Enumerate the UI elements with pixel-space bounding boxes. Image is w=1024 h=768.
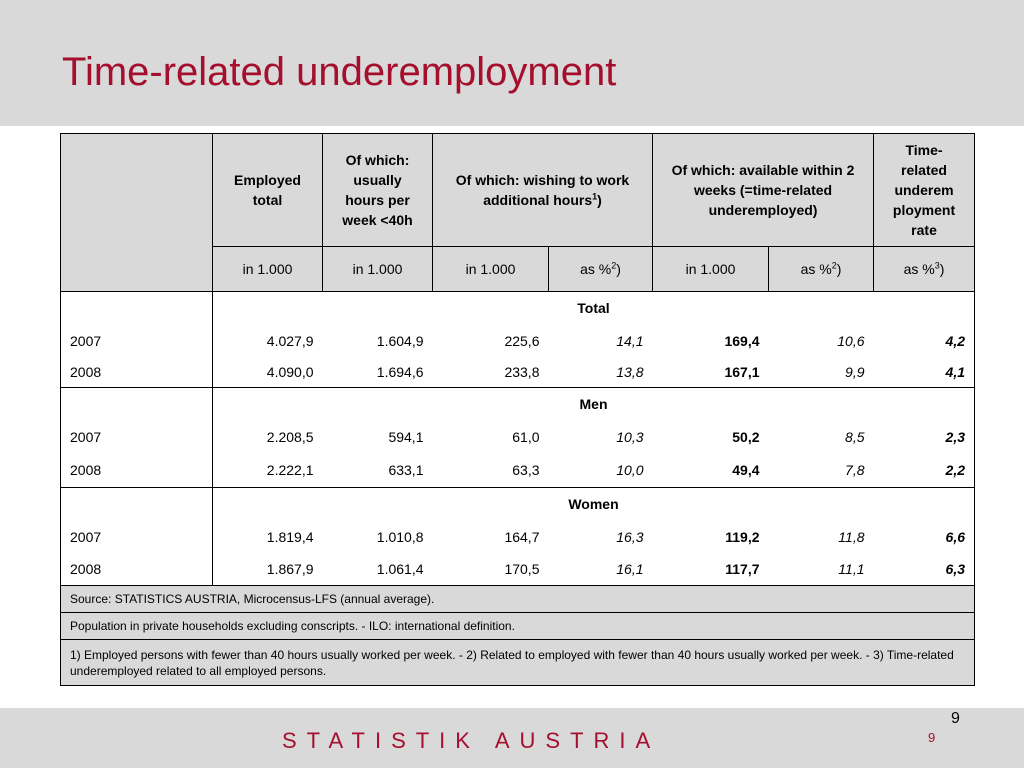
header-rate: Time-related underem ployment rate: [874, 134, 975, 247]
group-label-women: Women: [213, 488, 975, 520]
note-row: [61, 586, 975, 613]
unit-avail-pct: [769, 247, 874, 292]
year-cell: 2008: [61, 358, 213, 388]
header-available: Of which: available within 2 weeks (=time-related underemployed): [653, 134, 874, 247]
table-row: [61, 358, 975, 388]
wish-pct-cell: 10,0: [549, 454, 653, 488]
slide-number: 9: [928, 730, 936, 745]
employed-cell: 2.222,1: [213, 454, 323, 488]
table-row: [61, 520, 975, 554]
usual-hours-cell: 633,1: [323, 454, 433, 488]
usual-hours-cell: 594,1: [388, 428, 424, 445]
wish-count-cell: 225,6: [504, 332, 540, 349]
group-year-spacer: [61, 488, 213, 520]
group-header-row: [61, 388, 975, 420]
wish-count-cell: 170,5: [433, 554, 549, 586]
header-employed-total: Employed total: [213, 134, 323, 247]
usual-hours-cell: 1.694,6: [323, 358, 433, 388]
avail-pct-cell: 8,5: [845, 428, 865, 445]
unit-avail-n: in 1.000: [653, 247, 769, 292]
unit-wish-pct-sup: 2: [611, 260, 617, 271]
wish-pct-cell: 10,3: [616, 428, 644, 445]
group-header-row: [61, 292, 975, 324]
unit-rate: [874, 247, 975, 292]
employed-cell: 1.819,4: [266, 528, 314, 545]
group-year-spacer: [61, 292, 213, 324]
wish-pct-cell: 16,1: [549, 554, 653, 586]
rate-cell: 6,6: [874, 520, 975, 554]
wish-pct-cell: 13,8: [549, 358, 653, 388]
note-row: [61, 640, 975, 686]
wish-count-cell: 61,0: [512, 428, 540, 445]
employed-cell: 4.090,0: [213, 358, 323, 388]
underemployment-table: [60, 133, 975, 686]
avail-count-cell: 169,4: [724, 332, 760, 349]
table-row: [61, 454, 975, 488]
rate-cell: 2,3: [874, 420, 975, 454]
header-wishing-paren: ): [597, 192, 602, 208]
unit-rate-text: as %: [903, 261, 935, 277]
wish-pct-cell: 16,3: [616, 528, 644, 545]
avail-pct-cell: 11,8: [838, 528, 865, 545]
brand-logo: STATISTIK AUSTRIA: [282, 728, 661, 753]
header-wishing: [433, 134, 653, 247]
unit-avail-pct-sup: 2: [831, 260, 837, 271]
group-header-row: [61, 488, 975, 520]
wish-count-cell: 164,7: [504, 528, 540, 545]
unit-avail-pct-paren: ): [836, 261, 842, 277]
unit-avail-pct-text: as %: [800, 261, 832, 277]
group-label-men: Men: [213, 388, 975, 420]
avail-count-cell: 119,2: [725, 528, 760, 545]
table-row: [61, 420, 975, 454]
employed-cell: 1.867,9: [213, 554, 323, 586]
avail-pct-cell: 9,9: [769, 358, 874, 388]
group-label-total: Total: [213, 292, 975, 324]
unit-wish-n: in 1.000: [433, 247, 549, 292]
table-row: [61, 554, 975, 586]
avail-pct-cell: 10,6: [837, 332, 865, 349]
avail-count-cell: 117,7: [653, 554, 769, 586]
page-number: 9: [951, 710, 960, 727]
rate-cell: 6,3: [874, 554, 975, 586]
year-cell: 2007: [61, 420, 213, 454]
unit-employed: in 1.000: [213, 247, 323, 292]
unit-wish-pct: [549, 247, 653, 292]
unit-usual: in 1.000: [323, 247, 433, 292]
group-year-spacer: [61, 388, 213, 420]
wish-count-cell: 233,8: [433, 358, 549, 388]
table-row: [61, 324, 975, 358]
unit-wish-pct-paren: ): [616, 261, 621, 277]
header-wishing-sup: 1: [592, 191, 598, 202]
avail-count-cell: 50,2: [732, 428, 760, 445]
employed-cell: 4.027,9: [266, 332, 314, 349]
wish-count-cell: 63,3: [433, 454, 549, 488]
usual-hours-cell: 1.061,4: [323, 554, 433, 586]
usual-hours-cell: 1.010,8: [376, 528, 424, 545]
year-cell: 2008: [61, 554, 213, 586]
year-cell: 2007: [61, 324, 213, 358]
header-wishing-text: Of which: wishing to work additional hours: [455, 172, 630, 208]
page-title: Time-related underemployment: [62, 50, 617, 94]
rate-cell: 4,2: [874, 324, 975, 358]
usual-hours-cell: 1.604,9: [376, 332, 424, 349]
rate-cell: 4,1: [874, 358, 975, 388]
year-cell: 2007: [61, 520, 213, 554]
population-note: Population in private households excluding conscripts. - ILO: international definition.: [61, 613, 975, 640]
note-row: [61, 613, 975, 640]
header-corner: [61, 134, 213, 292]
year-cell: 2008: [61, 454, 213, 488]
unit-rate-paren: ): [939, 261, 945, 277]
footnotes: 1) Employed persons with fewer than 40 hours usually worked per week. - 2) Related to employed with fewer than 40 hours usually worked per week. - 3) Time-related underemployed related to all employed persons.: [61, 640, 975, 686]
employed-cell: 2.208,5: [266, 428, 314, 445]
source-note: Source: STATISTICS AUSTRIA, Microcensus-LFS (annual average).: [61, 586, 975, 613]
rate-cell: 2,2: [874, 454, 975, 488]
unit-rate-sup: 3: [934, 260, 940, 271]
avail-pct-cell: 7,8: [769, 454, 874, 488]
unit-wish-pct-text: as %: [580, 261, 612, 277]
avail-count-cell: 167,1: [653, 358, 769, 388]
avail-pct-cell: 11,1: [769, 554, 874, 586]
wish-pct-cell: 14,1: [616, 332, 644, 349]
header-usual-hours: Of which: usually hours per week <40h: [323, 134, 433, 247]
avail-count-cell: 49,4: [653, 454, 769, 488]
